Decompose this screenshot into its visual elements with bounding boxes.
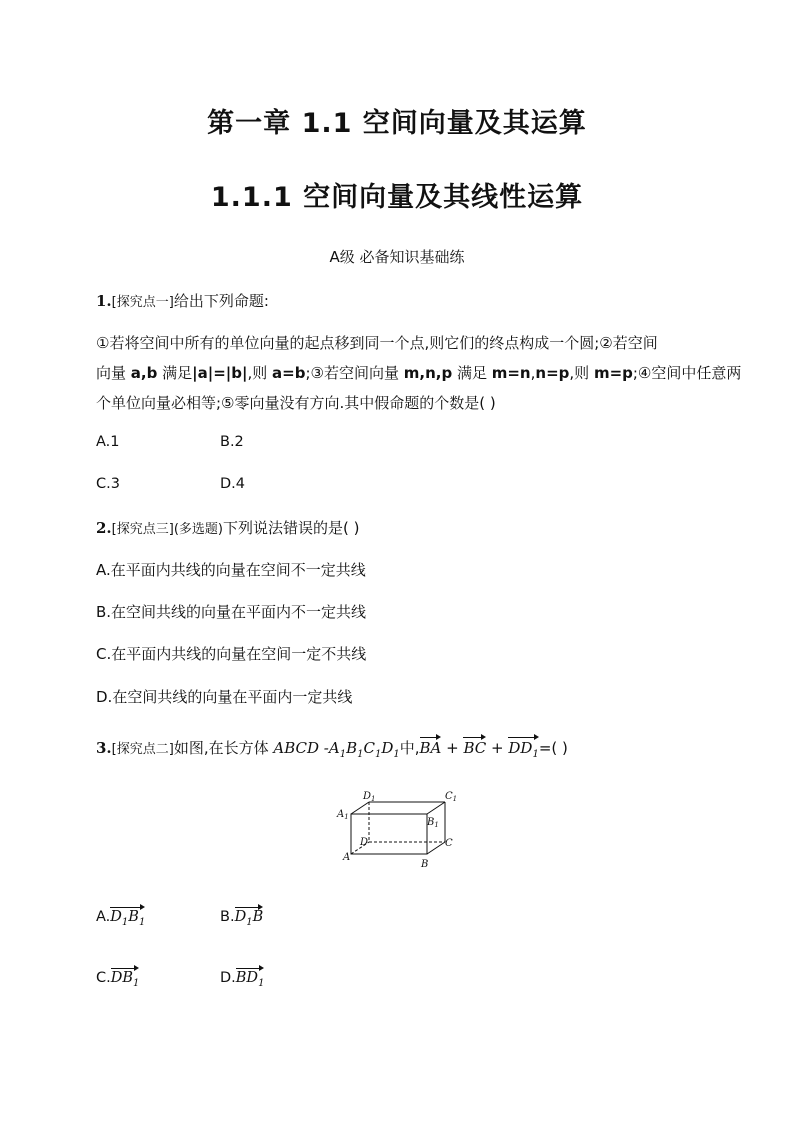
question-1-line-1: ①若将空间中所有的单位向量的起点移到同一个点,则它们的终点构成一个圆;②若空间 bbox=[96, 334, 658, 352]
vector-d1b1: $D_1B_1$ bbox=[110, 906, 145, 928]
section-title: 1.1.1 空间向量及其线性运算 bbox=[210, 182, 584, 213]
vector-bd1: $BD_1$ bbox=[236, 967, 265, 989]
q2-option-c[interactable]: C.在平面内共线的向量在空间一定不共线 bbox=[96, 645, 367, 663]
question-tag: [探究点二] bbox=[111, 742, 174, 757]
label-a1: $A_1$ bbox=[337, 809, 349, 821]
label-c1: $C_1$ bbox=[445, 791, 458, 803]
question-tag: [探究点三](多选题) bbox=[111, 522, 223, 537]
q2-option-d[interactable]: D.在空间共线的向量在平面内一定共线 bbox=[96, 688, 353, 706]
vector-bc: BC bbox=[463, 736, 486, 757]
vector-d1b: $D_1B$ bbox=[235, 906, 264, 928]
edge-a1-d1 bbox=[351, 802, 369, 814]
question-1-line-2: 向量 a,b 满足|a|=|b|,则 a=b;③若空间向量 m,n,p 满足 m=n,n=p,则 m=p;④空间中任意两 bbox=[96, 364, 742, 382]
question-1-line-3: 个单位向量必相等;⑤零向量没有方向.其中假命题的个数是( ) bbox=[96, 394, 496, 412]
question-tag: [探究点一] bbox=[111, 295, 174, 310]
q3-option-a[interactable]: $A.D_1B_1$ bbox=[96, 906, 145, 928]
q2-option-a[interactable]: A.在平面内共线的向量在空间不一定共线 bbox=[96, 561, 366, 579]
label-b: B bbox=[421, 859, 429, 870]
label-b1: $B_1$ bbox=[427, 817, 439, 829]
vector-db1: $DB_1$ bbox=[111, 967, 140, 989]
vector-ba: BA bbox=[420, 736, 442, 757]
q1-option-b[interactable]: B.2 bbox=[220, 434, 244, 450]
q3-option-d[interactable]: $D.BD_1$ bbox=[220, 967, 264, 989]
box-name: ABCD $-A_1B_1C_1D_1$ bbox=[273, 739, 400, 760]
q1-option-c[interactable]: C.3 bbox=[96, 476, 120, 492]
label-d1: $D_1$ bbox=[363, 791, 376, 803]
vector-dd1: $DD_1$ bbox=[508, 736, 538, 760]
q3-option-b[interactable]: $B.D_1B$ bbox=[220, 906, 263, 928]
question-stem: 下列说法错误的是( ) bbox=[222, 519, 360, 537]
question-2-header bbox=[96, 517, 359, 538]
edge-c-c1 bbox=[427, 842, 445, 854]
q2-option-b[interactable]: B.在空间共线的向量在平面内不一定共线 bbox=[96, 603, 367, 621]
label-a: A bbox=[343, 852, 351, 863]
question-number: 1. bbox=[96, 292, 112, 310]
label-d: D bbox=[360, 837, 369, 848]
question-number: 3. bbox=[96, 739, 112, 757]
question-number: 2. bbox=[96, 519, 112, 537]
chapter-title: 第一章 1.1 空间向量及其运算 bbox=[207, 108, 587, 139]
label-c: C bbox=[445, 838, 453, 849]
question-1-header bbox=[96, 290, 269, 311]
edge-b1-c1 bbox=[427, 802, 445, 814]
question-3-header: 3.[探究点二]如图,在长方体 ABCD $-A_1B_1C_1D_1$中,BA + BC + $DD_1=$( ) bbox=[96, 736, 568, 760]
q1-option-d[interactable]: D.4 bbox=[220, 476, 245, 492]
q3-option-c[interactable]: $C.DB_1$ bbox=[96, 967, 139, 989]
question-stem: 给出下列命题: bbox=[173, 292, 269, 310]
q1-option-a[interactable]: A.1 bbox=[96, 434, 120, 450]
level-label: A级 必备知识基础练 bbox=[329, 248, 465, 266]
cuboid-figure bbox=[335, 788, 465, 872]
front-face bbox=[351, 814, 427, 854]
